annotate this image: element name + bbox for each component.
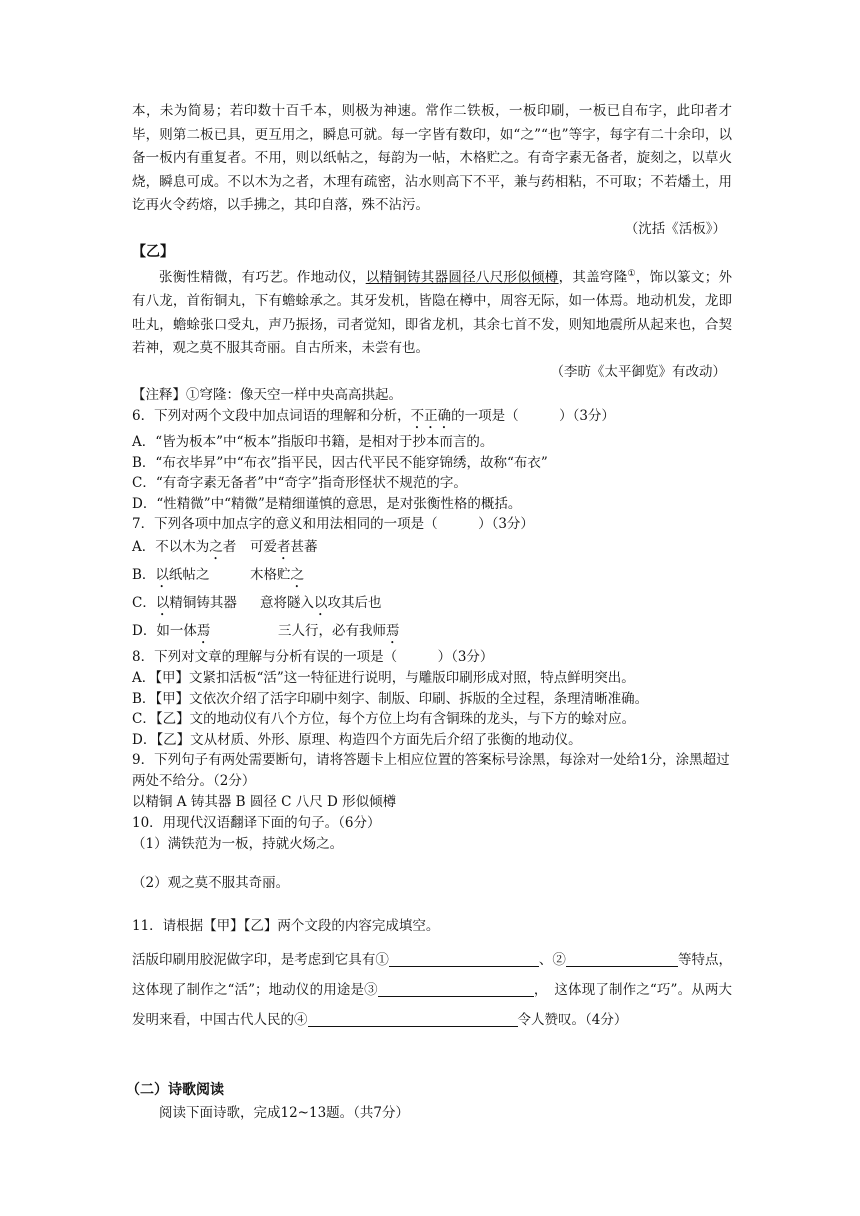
- q7-c-left-dot: 以: [155, 595, 170, 611]
- q7-c-right-tail: 攻其后也: [327, 595, 382, 611]
- jia-passage: 本，未为简易；若印数十百千本，则极为神速。常作二铁板，一板印刷，一板已自布字，此印者才毕，则第二板已具，更互用之，瞬息可就。每一字皆有数印，如“之”“也”等字，每字有二十余印，以备一板内有重复者。不用，则以纸帖之，每韵为一帖，木格贮之。有奇字素无备者，旋刻之，以草火烧，瞬息可成。不以木为之者，木理有疏密，沾水则高下不平，兼与药相粘，不可取；不若燔土，用讫再火令药熔，以手拂之，其印自落，殊不沾污。: [132, 103, 732, 213]
- q7-a-left: A．不以木为: [132, 539, 210, 555]
- q11-text-2: 、②: [538, 952, 566, 968]
- q8-option-b: B．【甲】文依次介绍了活字印刷中刻字、制版、印刷、拆版的全过程，条理清晰准确。: [132, 690, 649, 707]
- yi-text-3: ，饰以篆文；外有八龙，首衔铜丸，下有蟾蜍承之。其牙发机，皆隐在樽中，周容无际，如一体焉。地动机发，龙即吐丸，蟾蜍张口受丸，声乃振扬，司者觉知，即省龙机，其余七首不发，则知地震所从起来也，合契若神，观之莫不服其奇丽。自古所来，未尝有也。: [132, 269, 733, 356]
- q7-option-c: [132, 591, 732, 619]
- q11-stem: 11．请根据【甲】【乙】两个文段的内容完成填空。: [132, 918, 440, 934]
- exam-page: [126, 100, 733, 1124]
- q8-stem: 8．下列对文章的理解与分析有误的一项是（ ）（3分）: [132, 649, 494, 665]
- q11-text-1: 活版印刷用胶泥做字印，是考虑到它具有①: [132, 952, 389, 968]
- yi-underlined-sentence: 以精铜铸其器圆径八尺形似倾樽: [365, 269, 559, 286]
- q6-stem-b: 的一项是（ ）（3分）: [451, 408, 615, 424]
- q11-text-5: 令人赞叹。（4分）: [517, 1012, 628, 1028]
- q6-option-c: C．“有奇字素无备者”中“奇字”指奇形怪状不规范的字。: [132, 475, 467, 491]
- q7-c-right-dot: 以: [314, 595, 328, 611]
- q8-option-c: C．【乙】文的地动仪有八个方位，每个方位上均有含铜珠的龙头，与下方的蜍对应。: [132, 711, 636, 727]
- q11-text-3: 等特点，这体现了制作之“活”；地动仪的用途是③: [132, 952, 733, 998]
- q7-b-right: 木格贮: [250, 567, 291, 583]
- q7-c-right: 意将隧入: [260, 595, 314, 611]
- q8-option-a: A．【甲】文紧扣活板“活”这一特征进行说明，与雕版印刷形成对照，特点鲜明突出。: [132, 670, 635, 686]
- q7-d-left: D．如一体: [132, 623, 197, 639]
- q6-option-d: D．“性精微”中“精微”是精细谨慎的意思，是对张衡性格的概括。: [132, 495, 522, 512]
- q7-a-right-dot: 者: [277, 539, 291, 555]
- q7-d-right: 三人行，必有我师: [278, 623, 386, 639]
- blank-2[interactable]: [566, 949, 678, 967]
- q7-a-right: 可爱: [250, 539, 277, 555]
- section-title: （二）诗歌阅读: [126, 1082, 224, 1098]
- q8-option-d: D．【乙】文从材质、外形、原理、构造四个方面先后介绍了张衡的地动仪。: [132, 731, 582, 748]
- q7-b-right-dot: 之: [290, 567, 304, 583]
- q10-sentence-2: （2）观之莫不服其奇丽。: [132, 875, 290, 891]
- q6-stem-a: 6．下列对两个文段中加点词语的理解和分析，: [132, 408, 411, 424]
- q10-stem: 10．用现代汉语翻译下面的句子。（6分）: [132, 815, 381, 831]
- annotation: 【注释】①穹隆：像天空一样中央高高拱起。: [132, 387, 402, 403]
- q6-option-b: B．“布衣毕昇”中“布衣”指平民，因古代平民不能穿锦绣，故称“布衣”: [132, 454, 548, 471]
- yi-passage: [132, 263, 732, 361]
- q11-text-4: ， 这体现了制作之“巧”。从两大发明来看，中国古代人民的④: [132, 982, 732, 1028]
- jia-source: （沈括《活板》）: [624, 220, 726, 237]
- q7-option-b: [132, 563, 732, 591]
- q7-a-right-tail: 甚蕃: [290, 539, 318, 555]
- q9-stem: 9．下列句子有两处需要断句，请将答题卡上相应位置的答案标号涂黑，每涂对一处给1分，涂黑超过两处不给分。（2分）: [132, 752, 730, 789]
- q7-c-left-tail: 精铜铸其器: [169, 595, 237, 611]
- blank-3[interactable]: [378, 979, 534, 997]
- yi-text-2: ，其盖穹隆: [558, 269, 628, 286]
- q6-stem: [132, 406, 732, 432]
- q7-c-left: C．: [132, 595, 156, 611]
- q7-a-left-tail: 者: [222, 539, 237, 555]
- q10-sentence-1: （1）满铁范为一板，持就火炀之。: [132, 836, 344, 852]
- note-mark: ①: [627, 269, 636, 279]
- q7-b-left-dot: 以: [155, 567, 169, 583]
- q7-stem: 7．下列各项中加点字的意义和用法相同的一项是（ ）（3分）: [132, 516, 534, 532]
- q7-d-right-dot: 焉: [386, 623, 400, 639]
- q6-stem-dotted: 不正确: [410, 408, 452, 424]
- q7-b-left-tail: 纸帖之: [168, 567, 210, 583]
- q7-option-a: [132, 535, 732, 563]
- blank-1[interactable]: [389, 949, 539, 967]
- q7-option-d: [132, 619, 732, 647]
- section-instruction: 阅读下面诗歌，完成12~13题。（共7分）: [159, 1105, 410, 1121]
- q6-option-a: A．“皆为板本”中“板本”指版印书籍，是相对于抄本而言的。: [132, 434, 494, 450]
- yi-source: （李昉《太平御览》有改动）: [550, 363, 726, 380]
- yi-label: 【乙】: [132, 244, 174, 260]
- yi-text-1: 张衡性精微，有巧艺。作地动仪，: [159, 269, 366, 286]
- q9-sentence: 以精铜 A 铸其器 B 圆径 C 八尺 D 形似倾樽: [132, 794, 397, 810]
- q7-b-left: B．: [132, 567, 156, 583]
- blank-4[interactable]: [308, 1009, 518, 1027]
- q11-fill: [132, 945, 732, 1035]
- q7-d-left-dot: 焉: [196, 623, 211, 639]
- q7-a-left-dot: 之: [209, 539, 223, 555]
